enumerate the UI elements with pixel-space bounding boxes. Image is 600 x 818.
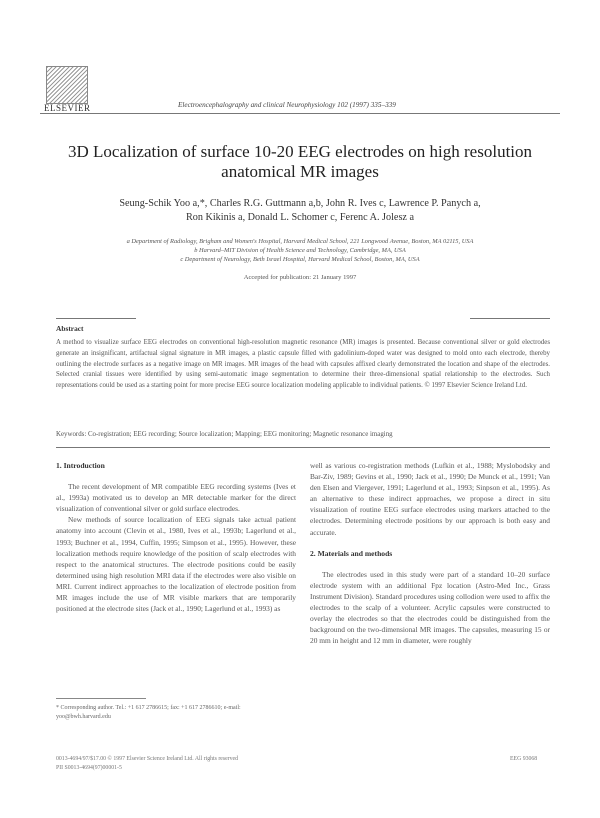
footnote-rule: [56, 698, 146, 699]
copyright-line-1: 0013-4694/97/$17.00 © 1997 Elsevier Science Ireland Ltd. All rights reserved: [56, 756, 238, 762]
publisher-logo-text: ELSEVIER: [44, 103, 91, 113]
copyright-notice: [56, 755, 238, 772]
author-line-2: Ron Kikinis a, Donald L. Schomer c, Ferenc A. Jolesz a: [185, 212, 415, 223]
right-column: [310, 460, 550, 646]
keywords-line: Keywords: Co-registration; EEG recording; Source localization; Mapping; EEG monitoring; Magnetic resonance imaging: [56, 431, 393, 438]
article-title: 3D Localization of surface 10-20 EEG electrodes on high resolution anatomical MR images: [67, 142, 533, 181]
author-list: [60, 197, 540, 225]
corresponding-author-footnote: * Corresponding author. Tel.: +1 617 2786615; fax: +1 617 2786610; e-mail: yoo@bwh.harvard.edu: [56, 705, 241, 720]
affiliations: [60, 237, 540, 264]
abstract-heading: Abstract: [56, 324, 84, 333]
section-2-heading: 2. Materials and methods: [310, 548, 393, 558]
journal-citation: Electroencephalography and clinical Neurophysiology 102 (1997) 335–339: [178, 101, 396, 109]
intro-paragraph-2: New methods of source localization of EEG signals take actual patient anatomy into account (Clevin et al., 1980, Ives et al., 1993b; Lagerlund et al., 1993; Buchner et al., 1994, Cuffin, 1995; Simpson et al., 1995). However, these localization methods require knowledge of the position of scalp electrodes with respect to the anatomical structures. The electrode positions could be easily determined using high resolution MRI data if the electrodes were also visible on MRI. Current indirect approaches to the localization of electrode position from MR images include the use of MR visible markers that are temporarily positioned at the electrode sites (Jack et al., 1990; Lagerlund et al., 1993) as: [56, 515, 296, 614]
intro-paragraph-cont: well as various co-registration methods (Lufkin et al., 1988; Myslobodsky and Bar-Ziv, 1989; Gevins et al., 1990; Jack et al., 1990; De Munck et al., 1991; Van den Elsen and Viergever, 1991; Lagerlund et al., 1993; Sinpson et al., 1995). As an alternative to these indirect approaches, we propose a direct in situ visualization of routine EEG surface electrodes using markers attached to the electrodes. Determining electrode positions by our approach is both easy and accurate.: [310, 461, 550, 537]
author-line-1: Seung-Schik Yoo a,*, Charles R.G. Guttmann a,b, John R. Ives c, Lawrence P. Panych a,: [119, 198, 481, 209]
section-1-heading: 1. Introduction: [56, 461, 105, 470]
methods-paragraph-1: The electrodes used in this study were part of a standard 10–20 surface electrode system with an additional Fpz location (Astro-Med Inc., Grass Instrument Division). Standard procedures using collodion were used to affix the electrodes to the scalp of a volunteer. Acrylic capsules were constructed to overlay the electrodes so that the electrodes could be distinguished from the background on the two-dimensional MR images. The capsules, measuring 15 or 20 mm in height and 12 mm in diameter, were roughly: [310, 569, 550, 646]
affiliation-c: c Department of Neurology, Beth Israel Hospital, Harvard Medical School, Boston, MA, USA: [180, 256, 420, 263]
left-column: [56, 460, 296, 614]
article-code: EEG 93068: [510, 756, 538, 762]
intro-paragraph-1: The recent development of MR compatible EEG recording systems (Ives et al., 1993a) motivated us to develop an MR detectable marker for the direct visualization of conventional silver or gold surface electrodes.: [56, 482, 296, 514]
abstract-text: A method to visualize surface EEG electrodes on conventional high-resolution magnetic resonance (MR) images is presented. Because conventional silver or gold electrodes generate an insignificant, artifactual signal signature in MR images, a plastic capsule filled with gadolinium-doped water was designed to mold onto each electrode, thereby outlining the electrode surfaces as a negative image on MR images. MR images of the head with capsules affixed clearly demonstrated the location and shape of the electrodes. Selected cranial tissues were identified by using semi-automatic image segmentation to determine their three-dimensional spatial relationship to the electrodes. Such representations could be used as a starting point for more precise EEG source localization modeling applicable to individual patients. © 1997 Elsevier Science Ireland Ltd.: [56, 339, 550, 390]
abstract-rule-left: [56, 318, 136, 319]
affiliation-b: b Harvard–MIT Division of Health Science and Technology, Cambridge, MA, USA: [194, 247, 406, 254]
affiliation-a: a Department of Radiology, Brigham and Women's Hospital, Harvard Medical School, 221 Longwood Avenue, Boston, MA 02115, USA: [126, 238, 474, 245]
abstract-bottom-rule: [56, 447, 550, 448]
abstract-rule-right: [470, 318, 550, 319]
accepted-date: Accepted for publication: 21 January 1997: [243, 274, 357, 281]
elsevier-logo-image: [46, 66, 88, 104]
header-rule: [40, 113, 560, 114]
copyright-line-2: PII S0013-4694(97)00001-5: [56, 764, 122, 771]
